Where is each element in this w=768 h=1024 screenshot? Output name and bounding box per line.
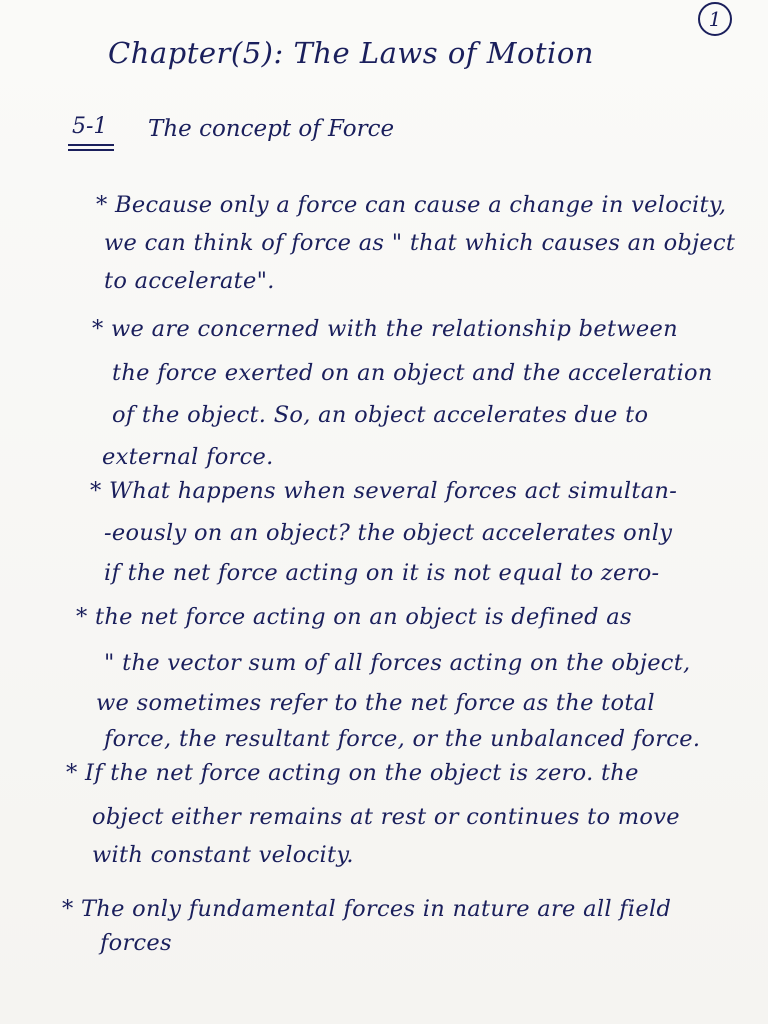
text-line: * If the net force acting on the object is zero. the	[66, 760, 639, 786]
text-line: * The only fundamental forces in nature are all field	[62, 896, 672, 922]
text-line: * What happens when several forces act simultan-	[90, 478, 678, 504]
section-underline-1	[68, 144, 114, 146]
text-line: " the vector sum of all forces acting on the object,	[104, 650, 691, 676]
chapter-title: Chapter(5): The Laws of Motion	[108, 36, 594, 70]
page-number: 1	[698, 2, 732, 36]
text-line: -eously on an object? the object accelerates only	[104, 520, 673, 546]
section-number: 5-1	[72, 114, 108, 139]
section-underline-2	[68, 149, 114, 151]
text-line: of the object. So, an object accelerates due to	[112, 402, 649, 428]
text-line: to accelerate".	[104, 268, 275, 294]
text-line: if the net force acting on it is not equal to zero-	[104, 560, 660, 586]
text-line: force, the resultant force, or the unbalanced force.	[104, 726, 701, 752]
text-line: we sometimes refer to the net force as the total	[96, 690, 655, 716]
text-line: with constant velocity.	[92, 842, 354, 868]
text-line: * we are concerned with the relationship between	[92, 316, 678, 342]
text-line: forces	[100, 930, 172, 956]
text-line: external force.	[102, 444, 274, 470]
text-line: object either remains at rest or continues to move	[92, 804, 680, 830]
section-title: The concept of Force	[148, 116, 395, 142]
text-line: * the net force acting on an object is defined as	[76, 604, 632, 630]
text-line: the force exerted on an object and the acceleration	[112, 360, 713, 386]
text-line: we can think of force as " that which causes an object	[104, 230, 736, 256]
text-line: * Because only a force can cause a change in velocity,	[96, 192, 727, 218]
